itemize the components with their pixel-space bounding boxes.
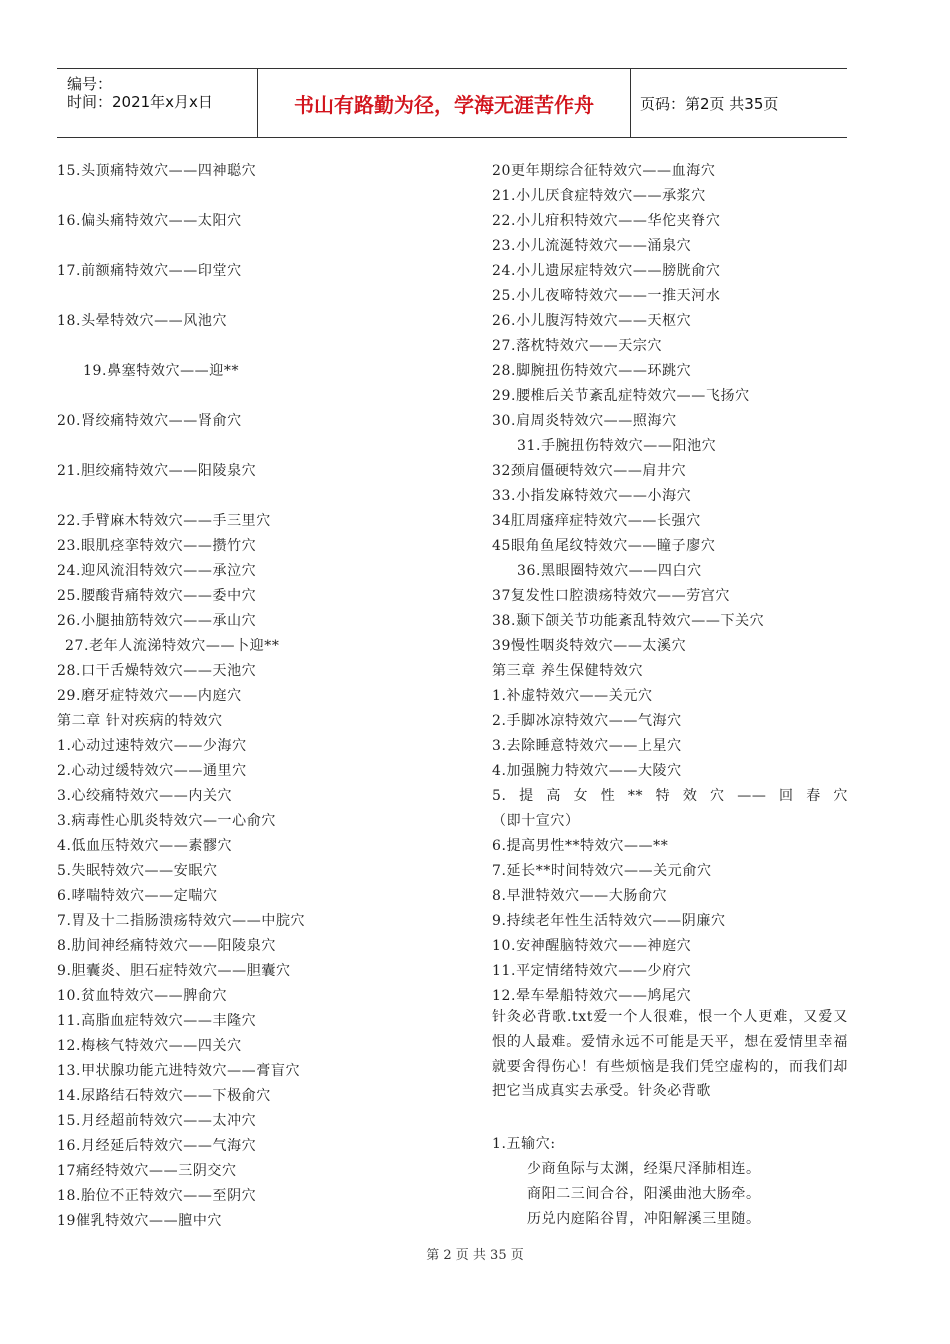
right_column-item: 29.腰椎后关节紊乱症特效穴——飞扬穴 xyxy=(492,388,750,404)
left_column-item: 15.月经超前特效穴——太冲穴 xyxy=(57,1113,257,1129)
right_column-item: 7.延长**时间特效穴——关元俞穴 xyxy=(492,863,712,879)
right_column-item: 4.加强腕力特效穴——大陵穴 xyxy=(492,763,682,779)
left_column-item: 4.低血压特效穴——素髎穴 xyxy=(57,838,233,854)
left_column-item: 2.心动过缓特效穴——通里穴 xyxy=(57,763,247,779)
right_column-item: 27.落枕特效穴——天宗穴 xyxy=(492,338,663,354)
left_column-item: 7.胃及十二指肠溃疡特效穴——中脘穴 xyxy=(57,913,306,929)
right_column-item: 5.提高女性**特效穴——回春穴 xyxy=(492,788,848,804)
right_column-item: 9.持续老年性生活特效穴——阴廉穴 xyxy=(492,913,726,929)
left_column-item: 16.偏头痛特效穴——太阳穴 xyxy=(57,213,242,229)
left_column-item: 17痛经特效穴——三阴交穴 xyxy=(57,1163,237,1179)
right_column-item: 28.脚腕扭伤特效穴——环跳穴 xyxy=(492,363,692,379)
right_column-item: 23.小儿流涎特效穴——涌泉穴 xyxy=(492,238,692,254)
left_column-item: 3.病毒性心肌炎特效穴—一心俞穴 xyxy=(57,813,276,829)
right_column-item: 10.安神醒脑特效穴——神庭穴 xyxy=(492,938,692,954)
right_column-item: 36.黑眼圈特效穴——四白穴 xyxy=(517,563,702,579)
right_column-item: 32颈肩僵硬特效穴——肩井穴 xyxy=(492,463,687,479)
page-header xyxy=(57,68,847,138)
left_column-item: 24.迎风流泪特效穴——承泣穴 xyxy=(57,563,257,579)
left_column-item: 21.胆绞痛特效穴——阳陵泉穴 xyxy=(57,463,257,479)
header-page-cell xyxy=(630,69,847,137)
right_column-item: 34肛周瘙痒症特效穴——长强穴 xyxy=(492,513,701,529)
serial-label: 编号： xyxy=(67,75,113,93)
right_column-item: 24.小儿遗尿症特效穴——膀胱俞穴 xyxy=(492,263,721,279)
header-motto-cell xyxy=(257,69,631,137)
left_column-item: 17.前额痛特效穴——印堂穴 xyxy=(57,263,242,279)
date-label: 时间：2021年x月x日 xyxy=(67,93,213,111)
left_column-item: 19催乳特效穴——膻中穴 xyxy=(57,1213,223,1229)
right_column-item: 1.补虚特效穴——关元穴 xyxy=(492,688,653,704)
left_column-item: 1.心动过速特效穴——少海穴 xyxy=(57,738,247,754)
left_column-item: 9.胆囊炎、胆石症特效穴——胆囊穴 xyxy=(57,963,291,979)
right_column-item: 39慢性咽炎特效穴——太溪穴 xyxy=(492,638,687,654)
left_column-item: 5.失眠特效穴——安眠穴 xyxy=(57,863,218,879)
left_column-item: 27.老年人流涕特效穴——卜迎** xyxy=(65,638,280,654)
page-number-label: 页码：第2页 共35页 xyxy=(640,94,779,113)
left_column-item: 13.甲状腺功能亢进特效穴——膏盲穴 xyxy=(57,1063,301,1079)
left_column-item: 29.磨牙症特效穴——内庭穴 xyxy=(57,688,242,704)
right_column-item: 12.晕车晕船特效穴——鸠尾穴 xyxy=(492,988,692,1004)
left_column-item: 10.贫血特效穴——脾俞穴 xyxy=(57,988,228,1004)
left_column-item: 11.高脂血症特效穴——丰隆穴 xyxy=(57,1013,257,1029)
right_column-item: 2.手脚冰凉特效穴——气海穴 xyxy=(492,713,682,729)
poem-line: 少商鱼际与太渊，经渠尺泽肺相连。 xyxy=(527,1161,761,1177)
left_column-item: 6.哮喘特效穴——定喘穴 xyxy=(57,888,218,904)
right_column-item: 6.提高男性**特效穴——** xyxy=(492,838,669,854)
left_column-item: 22.手臂麻木特效穴——手三里穴 xyxy=(57,513,271,529)
left_column-item: 26.小腿抽筋特效穴——承山穴 xyxy=(57,613,257,629)
right_column-item: 20更年期综合征特效穴——血海穴 xyxy=(492,163,716,179)
right_column-item: 3.去除睡意特效穴——上星穴 xyxy=(492,738,682,754)
left_column-item: 23.眼肌痉挛特效穴——攒竹穴 xyxy=(57,538,257,554)
right_column-item: 33.小指发麻特效穴——小海穴 xyxy=(492,488,692,504)
section-heading: 1.五输穴: xyxy=(492,1136,556,1152)
poem-intro-paragraph: 针灸必背歌.txt爱一个人很难，恨一个人更难，又爱又恨的人最难。爱情永远不可能是天平，想在爱情里幸福就要舍得伤心！有些烦恼是我们凭空虚构的，而我们却把它当成真实去承受。针灸必背歌 xyxy=(492,1009,848,1100)
header-meta xyxy=(57,69,257,137)
right_column-item: （即十宣穴） xyxy=(492,813,580,829)
right_column-item: 第三章 养生保健特效穴 xyxy=(492,663,644,679)
right_column-item: 37复发性口腔溃疡特效穴——劳宫穴 xyxy=(492,588,731,604)
right_column-item: 30.肩周炎特效穴——照海穴 xyxy=(492,413,677,429)
right_column-item: 45眼角鱼尾纹特效穴——瞳子廖穴 xyxy=(492,538,716,554)
left_column-item: 第二章 针对疾病的特效穴 xyxy=(57,713,223,729)
right_column-item: 22.小儿疳积特效穴——华佗夹脊穴 xyxy=(492,213,721,229)
motto: 书山有路勤为径，学海无涯苦作舟 xyxy=(294,92,594,117)
poem-line: 历兑内庭陷谷胃，冲阳解溪三里随。 xyxy=(527,1211,761,1227)
left_column-item: 18.头晕特效穴——风池穴 xyxy=(57,313,228,329)
right_column-item: 25.小儿夜啼特效穴——一推天河水 xyxy=(492,288,721,304)
left_column-item: 20.肾绞痛特效穴——肾俞穴 xyxy=(57,413,242,429)
left_column-item: 3.心绞痛特效穴——内关穴 xyxy=(57,788,233,804)
left_column-item: 8.肋间神经痛特效穴——阳陵泉穴 xyxy=(57,938,276,954)
right_column-item: 21.小儿厌食症特效穴——承浆穴 xyxy=(492,188,706,204)
right_column-item: 11.平定情绪特效穴——少府穴 xyxy=(492,963,692,979)
left_column-item: 28.口干舌燥特效穴——天池穴 xyxy=(57,663,257,679)
left_column-item: 14.尿路结石特效穴——下极俞穴 xyxy=(57,1088,271,1104)
left_column-item: 19.鼻塞特效穴——迎** xyxy=(83,363,240,379)
left_column-item: 18.胎位不正特效穴——至阴穴 xyxy=(57,1188,257,1204)
left_column-item: 12.梅核气特效穴——四关穴 xyxy=(57,1038,242,1054)
left_column-item: 16.月经延后特效穴——气海穴 xyxy=(57,1138,257,1154)
left_column-item: 15.头顶痛特效穴——四神聪穴 xyxy=(57,163,257,179)
right_column-item: 26.小儿腹泻特效穴——天枢穴 xyxy=(492,313,692,329)
right_column-item: 38.颞下颌关节功能紊乱特效穴——下关穴 xyxy=(492,613,765,629)
left_column-item: 25.腰酸背痛特效穴——委中穴 xyxy=(57,588,257,604)
right_column-item: 8.早泄特效穴——大肠俞穴 xyxy=(492,888,668,904)
poem-line: 商阳二三间合谷，阳溪曲池大肠牵。 xyxy=(527,1186,761,1202)
page-footer: 第 2 页 共 35 页 xyxy=(426,1248,524,1263)
right_column-item: 31.手腕扭伤特效穴——阳池穴 xyxy=(517,438,717,454)
